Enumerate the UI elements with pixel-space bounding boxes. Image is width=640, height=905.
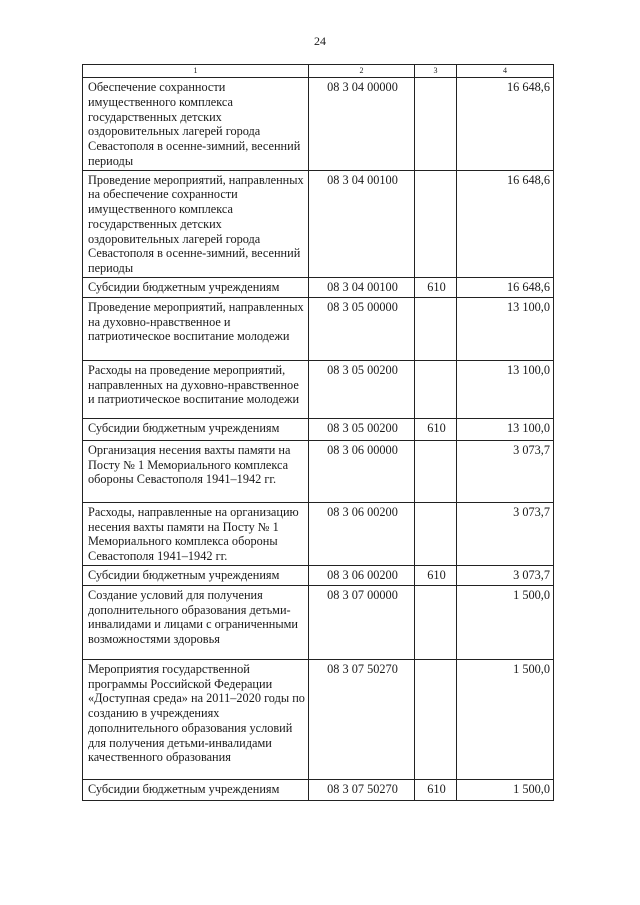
row-code: 08 3 07 50270 [309, 659, 415, 779]
row-name: Обеспечение сохранности имущественного комплекса государственных детских оздоровительных лагерей города Севастополя в осенне-зимний, весенний периоды [83, 78, 309, 171]
row-name: Мероприятия государственной программы Российской Федерации «Доступная среда» на 2011–2020 годы по созданию в учреждениях дополнительного образования условий для получения детьми-инвалидами качественного образования [83, 659, 309, 779]
row-vr [415, 170, 457, 277]
row-code: 08 3 07 00000 [309, 585, 415, 659]
row-vr [415, 78, 457, 171]
row-name: Расходы на проведение мероприятий, направленных на духовно-нравственное и патриотическое воспитание молодежи [83, 360, 309, 418]
row-amount: 3 073,7 [457, 565, 554, 585]
table-row [83, 360, 554, 418]
row-name: Расходы, направленные на организацию несения вахты памяти на Посту № 1 Мемориального комплекса обороны Севастополя 1941–1942 гг. [83, 502, 309, 565]
row-vr [415, 297, 457, 360]
row-name: Субсидии бюджетным учреждениям [83, 277, 309, 297]
row-name: Проведение мероприятий, направленных на обеспечение сохранности имущественного комплекса государственных детских оздоровительных лагерей города Севастополя в осенне-зимний, весенний периоды [83, 170, 309, 277]
table-row [83, 418, 554, 440]
table-row [83, 585, 554, 659]
row-amount: 16 648,6 [457, 277, 554, 297]
row-name: Субсидии бюджетным учреждениям [83, 565, 309, 585]
row-name: Организация несения вахты памяти на Посту № 1 Мемориального комплекса обороны Севастополя 1941–1942 гг. [83, 440, 309, 502]
row-amount: 13 100,0 [457, 297, 554, 360]
row-vr [415, 440, 457, 502]
table-row [83, 565, 554, 585]
row-amount: 13 100,0 [457, 360, 554, 418]
header-row [83, 65, 554, 78]
row-code: 08 3 06 00200 [309, 502, 415, 565]
page-number: 24 [314, 34, 326, 48]
row-vr: 610 [415, 779, 457, 800]
row-amount: 1 500,0 [457, 585, 554, 659]
col-header-amount: 4 [457, 65, 554, 78]
table-row [83, 170, 554, 277]
table-row [83, 277, 554, 297]
row-name: Субсидии бюджетным учреждениям [83, 779, 309, 800]
row-amount: 3 073,7 [457, 502, 554, 565]
row-vr: 610 [415, 277, 457, 297]
row-amount: 16 648,6 [457, 78, 554, 171]
row-name: Субсидии бюджетным учреждениям [83, 418, 309, 440]
row-vr [415, 659, 457, 779]
table-row [83, 440, 554, 502]
col-header-vr: 3 [415, 65, 457, 78]
row-amount: 13 100,0 [457, 418, 554, 440]
row-amount: 16 648,6 [457, 170, 554, 277]
row-amount: 1 500,0 [457, 779, 554, 800]
col-header-name: 1 [83, 65, 309, 78]
row-code: 08 3 05 00200 [309, 360, 415, 418]
row-code: 08 3 05 00000 [309, 297, 415, 360]
table-row [83, 659, 554, 779]
row-vr [415, 360, 457, 418]
table-row [83, 502, 554, 565]
row-code: 08 3 05 00200 [309, 418, 415, 440]
row-name: Создание условий для получения дополнительного образования детьми-инвалидами и лицами с ограниченными возможностями здоровья [83, 585, 309, 659]
row-vr: 610 [415, 418, 457, 440]
row-amount: 1 500,0 [457, 659, 554, 779]
budget-table [82, 64, 554, 801]
row-code: 08 3 06 00000 [309, 440, 415, 502]
row-code: 08 3 04 00000 [309, 78, 415, 171]
row-code: 08 3 07 50270 [309, 779, 415, 800]
row-code: 08 3 06 00200 [309, 565, 415, 585]
row-code: 08 3 04 00100 [309, 170, 415, 277]
row-code: 08 3 04 00100 [309, 277, 415, 297]
row-vr: 610 [415, 565, 457, 585]
row-vr [415, 585, 457, 659]
row-vr [415, 502, 457, 565]
table-row [83, 78, 554, 171]
table-row [83, 779, 554, 800]
col-header-code: 2 [309, 65, 415, 78]
table-row [83, 297, 554, 360]
row-name: Проведение мероприятий, направленных на духовно-нравственное и патриотическое воспитание молодежи [83, 297, 309, 360]
row-amount: 3 073,7 [457, 440, 554, 502]
